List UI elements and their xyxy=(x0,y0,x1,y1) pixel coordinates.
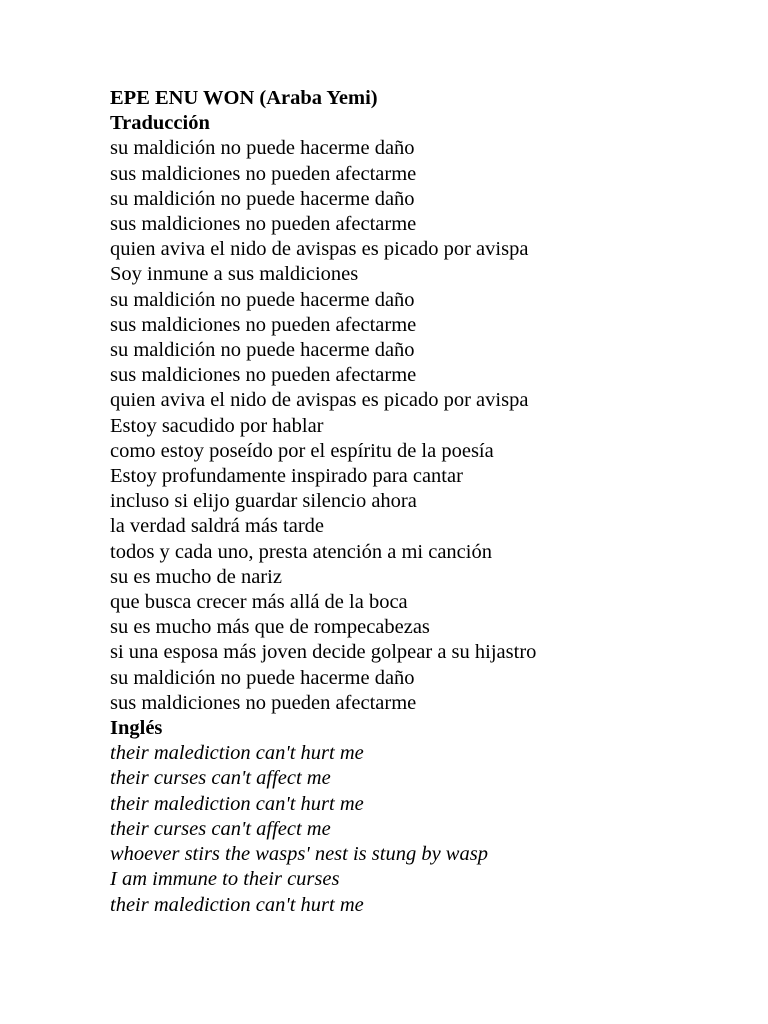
spanish-line: Estoy profundamente inspirado para cantar xyxy=(110,465,463,488)
spanish-line: si una esposa más joven decide golpear a su hijastro xyxy=(110,641,537,664)
english-heading: Inglés xyxy=(110,717,163,740)
english-line: whoever stirs the wasps' nest is stung by wasp xyxy=(110,843,488,866)
english-line: I am immune to their curses xyxy=(110,868,340,891)
spanish-line: sus maldiciones no pueden afectarme xyxy=(110,162,417,185)
document-body xyxy=(110,86,730,918)
spanish-line: Soy inmune a sus maldiciones xyxy=(110,263,359,286)
english-line: their curses can't affect me xyxy=(110,817,331,840)
spanish-line: sus maldiciones no pueden afectarme xyxy=(110,364,417,387)
spanish-line: incluso si elijo guardar silencio ahora xyxy=(110,490,417,513)
spanish-line: su es mucho más que de rompecabezas xyxy=(110,616,430,639)
spanish-line: su maldición no puede hacerme daño xyxy=(110,666,415,689)
spanish-line: su maldición no puede hacerme daño xyxy=(110,187,415,210)
spanish-line: quien aviva el nido de avispas es picado por avispa xyxy=(110,238,529,261)
spanish-line: su maldición no puede hacerme daño xyxy=(110,137,415,160)
english-line: their malediction can't hurt me xyxy=(110,742,364,765)
spanish-line: su es mucho de nariz xyxy=(110,565,282,588)
spanish-line: sus maldiciones no pueden afectarme xyxy=(110,213,417,236)
spanish-line: sus maldiciones no pueden afectarme xyxy=(110,691,417,714)
english-line: their malediction can't hurt me xyxy=(110,792,364,815)
spanish-line: su maldición no puede hacerme daño xyxy=(110,288,415,311)
english-line: their curses can't affect me xyxy=(110,767,331,790)
spanish-line: como estoy poseído por el espíritu de la poesía xyxy=(110,439,494,462)
english-line: their malediction can't hurt me xyxy=(110,893,364,916)
spanish-line: la verdad saldrá más tarde xyxy=(110,515,325,538)
english-lyrics xyxy=(110,741,730,917)
spanish-lyrics xyxy=(110,136,730,716)
spanish-line: quien aviva el nido de avispas es picado por avispa xyxy=(110,389,529,412)
spanish-line: que busca crecer más allá de la boca xyxy=(110,591,408,614)
translation-heading: Traducción xyxy=(110,112,210,135)
spanish-line: sus maldiciones no pueden afectarme xyxy=(110,313,417,336)
spanish-line: Estoy sacudido por hablar xyxy=(110,414,324,437)
document-title: EPE ENU WON (Araba Yemi) xyxy=(110,87,378,109)
spanish-line: todos y cada uno, presta atención a mi canción xyxy=(110,540,492,563)
spanish-line: su maldición no puede hacerme daño xyxy=(110,339,415,362)
